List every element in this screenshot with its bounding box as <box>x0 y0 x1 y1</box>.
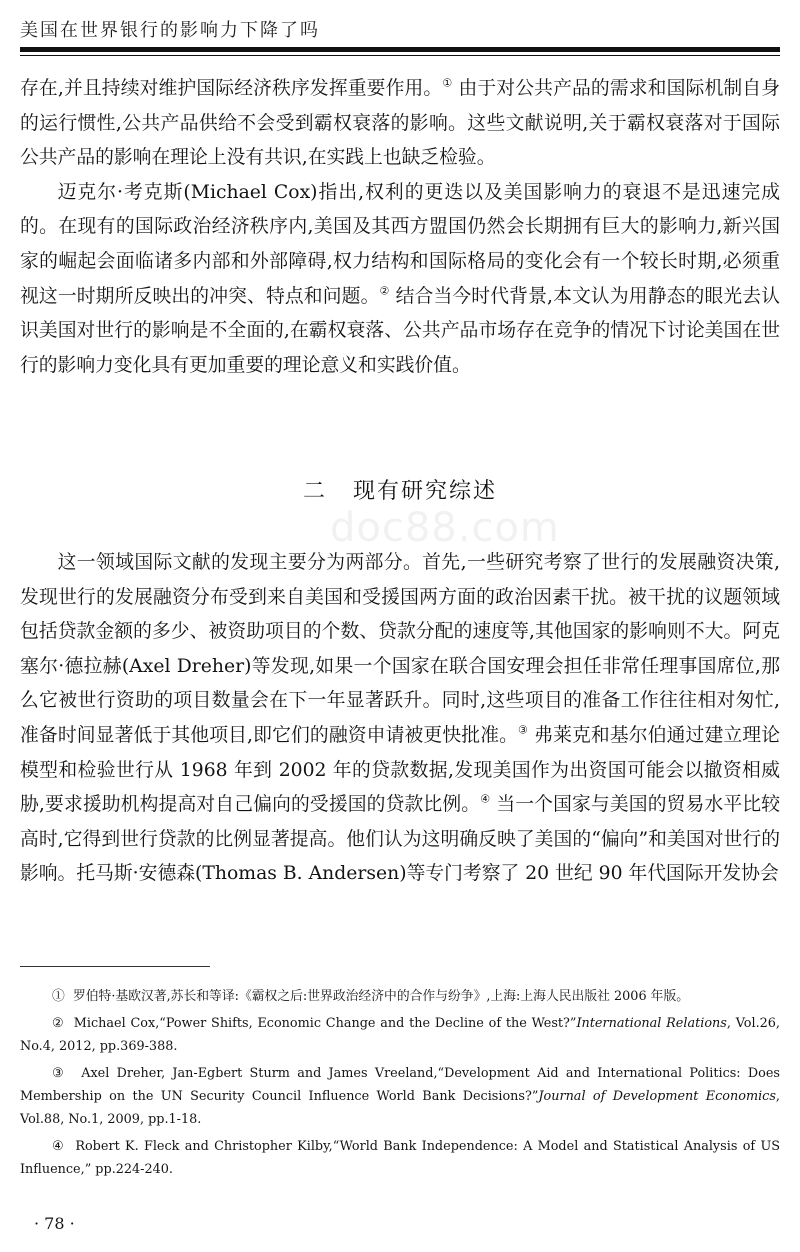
footnote-separator <box>20 966 210 967</box>
section-title-text: 现有研究综述 <box>353 479 498 504</box>
running-title: 美国在世界银行的影响力下降了吗 <box>20 20 320 41</box>
header-rule-thin <box>20 55 780 56</box>
footnotes <box>20 985 780 1185</box>
footnote-1: ① 罗伯特·基欧汉著,苏长和等译:《霸权之后:世界政治经济中的合作与纷争》,上海:上海人民出版社 2006 年版。 <box>52 989 690 1004</box>
footnote-ref-1[interactable]: ① <box>442 76 453 90</box>
footnote-3: ③ Axel Dreher, Jan-Egbert Sturm and James Vreeland,“Development Aid and International Politics: Does Membership on the UN Security Council Influence World Bank Decisions?”Journal of Development Economics, Vol.88, No.1, 2009, pp.1-18. <box>20 1066 780 1127</box>
body-text-bottom <box>20 546 780 892</box>
paragraph-2: 迈克尔·考克斯(Michael Cox)指出,权利的更迭以及美国影响力的衰退不是迅速完成的。在现有的国际政治经济秩序内,美国及其西方盟国仍然会长期拥有巨大的影响力,新兴国家的崛起会面临诸多内部和外部障碍,权力结构和国际格局的变化会有一个较长时期,必须重视这一时期所反映出的冲突、特点和问题。② 结合当今时代背景,本文认为用静态的眼光去认识美国对世行的影响是不全面的,在霸权衰落、公共产品市场存在竞争的情况下讨论美国在世行的影响力变化具有更加重要的理论意义和实践价值。 <box>20 181 781 376</box>
body-text-top <box>20 72 780 383</box>
header-rule-thick <box>20 47 780 52</box>
paragraph-3: 这一领域国际文献的发现主要分为两部分。首先,一些研究考察了世行的发展融资决策,发现世行的发展融资分布受到来自美国和受援国两方面的政治因素干扰。被干扰的议题领域包括贷款金额的多少、被资助项目的个数、贷款分配的速度等,其他国家的影响则不大。阿克塞尔·德拉赫(Axel Dreher)等发现,如果一个国家在联合国安理会担任非常任理事国席位,那么它被世行资助的项目数量会在下一年显著跃升。同时,这些项目的准备工作往往相对匆忙,准备时间显著低于其他项目,即它们的融资申请被更快批准。③ 弗莱克和基尔伯通过建立理论模型和检验世行从 1968 年到 2002 年的贷款数据,发现美国作为出资国可能会以撤资相威胁,要求援助机构提高对自己偏向的受援国的贷款比例。④ 当一个国家与美国的贸易水平比较高时,它得到世行贷款的比例显著提高。他们认为这明确反映了美国的“偏向”和美国对世行的影响。托马斯·安德森(Thomas B. Andersen)等专门考察了 20 世纪 90 年代国际开发协会 <box>20 552 780 885</box>
footnote-4: ④ Robert K. Fleck and Christopher Kilby,“World Bank Independence: A Model and Statistical Analysis of US Influence,” pp.224-240. <box>20 1139 780 1177</box>
section-heading <box>0 474 800 505</box>
page-number: · 78 · <box>34 1214 75 1233</box>
footnote-ref-3[interactable]: ③ <box>518 723 529 737</box>
paragraph-1: 存在,并且持续对维护国际经济秩序发挥重要作用。① 由于对公共产品的需求和国际机制自身的运行惯性,公共产品供给不会受到霸权衰落的影响。这些文献说明,关于霸权衰落对于国际公共产品的影响在理论上没有共识,在实践上也缺乏检验。 <box>20 76 780 169</box>
watermark: doc88.com <box>330 505 560 551</box>
footnote-ref-2[interactable]: ② <box>379 284 390 298</box>
section-number: 二 <box>302 479 327 504</box>
footnote-2: ② Michael Cox,“Power Shifts, Economic Change and the Decline of the West?”International Relations, Vol.26, No.4, 2012, pp.369-388. <box>20 1016 780 1054</box>
footnote-ref-4[interactable]: ④ <box>480 792 491 806</box>
